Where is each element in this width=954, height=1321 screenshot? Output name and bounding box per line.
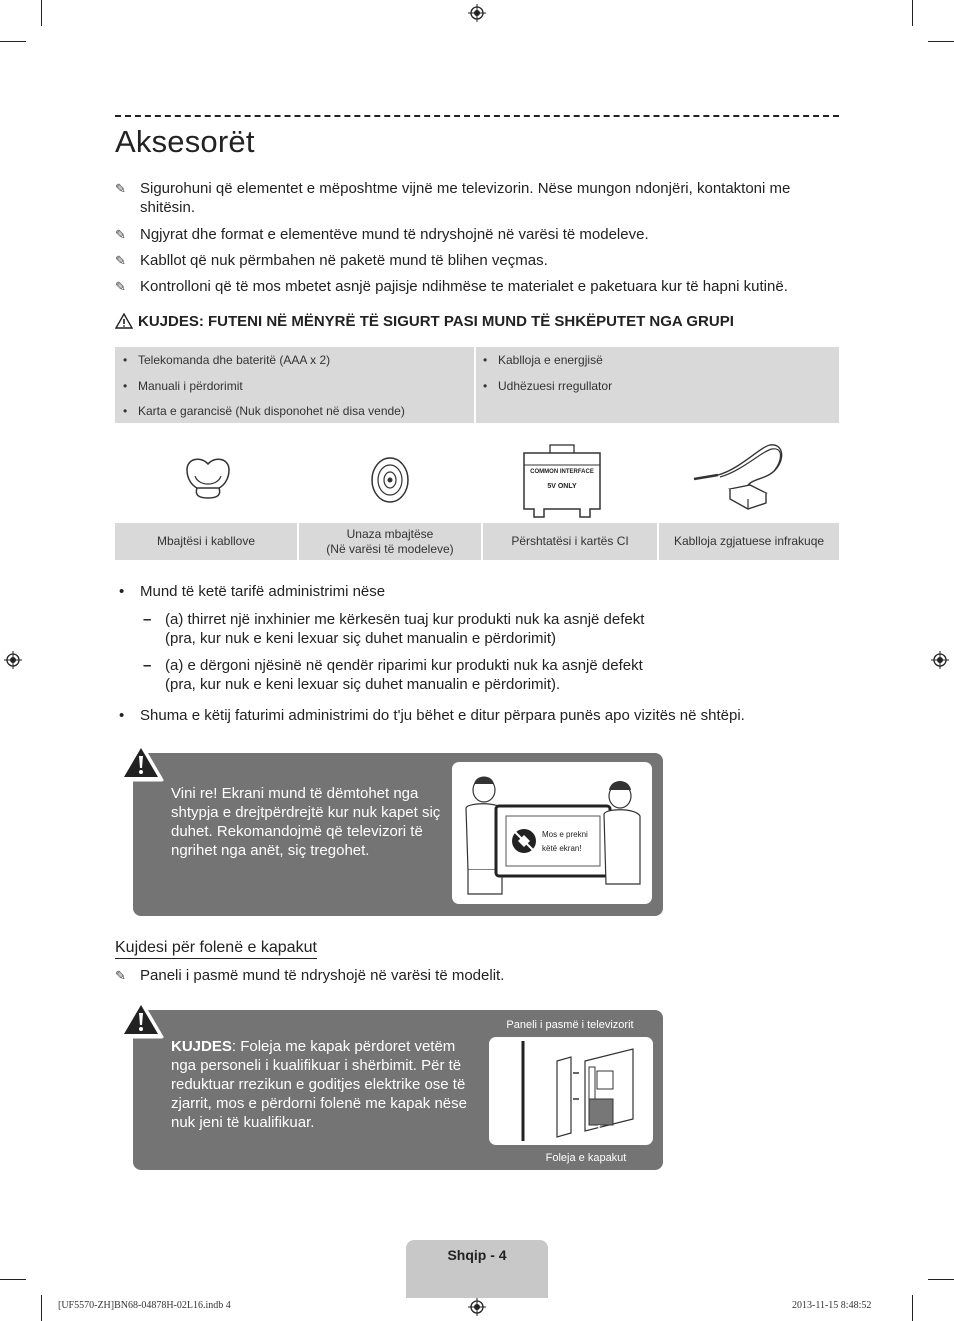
accessory-caption <box>299 523 481 560</box>
accessory-caption <box>483 523 657 560</box>
caption-text: Kablloja zgjatuese infrakuqe <box>673 534 825 548</box>
fee-case-line: (pra, kur nuk e keni lexuar siç duhet manualin e përdorimit). <box>165 676 561 693</box>
registration-mark-icon <box>468 4 486 22</box>
crop-mark <box>0 41 26 42</box>
slot-cover-label: Foleja e kapakut <box>545 1152 627 1164</box>
list-item-label: Kablloja e energjisë <box>498 353 603 367</box>
caution-heading <box>115 313 734 330</box>
accessory-caption <box>659 523 839 560</box>
fee-case-line: (a) thirret një inxhinier me kërkesën tuaj kur produkti nuk ka asnjë defekt <box>165 611 645 628</box>
holder-ring-icon <box>368 455 412 505</box>
caption-text: Mbajtësi i kabllove <box>156 534 256 548</box>
caution-heading-text: KUJDES: FUTENI NË MËNYRË TË SIGURT PASI MUND TË SHKËPUTET NGA GRUPI <box>138 313 734 330</box>
ci-label-5v-only: 5V ONLY <box>547 483 577 490</box>
page-number: Shqip - 4 <box>447 1247 507 1263</box>
pencil-note-icon: ✎ <box>115 181 126 196</box>
warning-triangle-icon <box>118 999 164 1039</box>
list-item: • <box>119 707 125 724</box>
warning-bold-label: KUJDES <box>171 1038 232 1055</box>
section-heading: Kujdesi për folenë e kapakut <box>115 939 317 959</box>
footer-timestamp: 2013-11-15 8:48:52 <box>792 1300 872 1311</box>
page-title: Aksesorët <box>115 124 255 159</box>
note-text: Ngjyrat dhe format e elementëve mund të ndryshojnë në varësi të modeleve. <box>140 226 649 243</box>
caption-text: Përshtatësi i kartës CI <box>511 534 629 548</box>
note-text: Paneli i pasmë mund të ndryshojë në varësi të modelit. <box>140 967 505 984</box>
list-item-label: Manuali i përdorimit <box>138 379 243 393</box>
ci-card-adapter-icon <box>520 443 604 519</box>
crop-mark <box>928 1279 954 1280</box>
note-text: Kontrolloni që të mos mbetet asnjë pajisje ndihmëse te materialet e paketuara kur të hapni kutinë. <box>140 278 788 295</box>
crop-mark <box>912 0 913 26</box>
list-item-label: Udhëzuesi rregullator <box>498 379 613 393</box>
screen-label-line2: këtë ekran! <box>542 844 582 853</box>
title-divider <box>115 115 839 117</box>
people-carrying-tv-icon <box>456 766 648 900</box>
cable-holder-icon <box>183 454 233 504</box>
caption-text: (Në varësi të modeleve) <box>326 541 454 556</box>
note-text: Kabllot që nuk përmbahen në paketë mund të blihen veçmas. <box>140 252 548 269</box>
warning-triangle-icon <box>118 742 164 782</box>
back-panel-label: Paneli i pasmë i televizorit <box>506 1019 634 1031</box>
list-item: • <box>119 583 125 600</box>
list-item-label: Karta e garancisë (Nuk disponohet në disa vende) <box>138 404 405 418</box>
registration-mark-icon <box>468 1298 486 1316</box>
tv-back-panel-icon <box>493 1041 649 1141</box>
warning-text <box>171 1037 471 1132</box>
crop-mark <box>928 41 954 42</box>
table-divider <box>474 347 476 423</box>
warning-triangle-icon <box>115 313 133 329</box>
note-text: Sigurohuni që elementet e mëposhtme vijnë me televizorin. Nëse mungon ndonjëri, kontaktoni me shitësin. <box>140 180 791 216</box>
footer-file-info: [UF5570-ZH]BN68-04878H-02L16.indb 4 <box>58 1300 231 1311</box>
pencil-note-icon: ✎ <box>115 227 126 242</box>
screen-label-line1: Mos e prekni <box>542 830 588 839</box>
fee-intro: Mund të ketë tarifë administrimi nëse <box>140 583 386 600</box>
list-item-label: Telekomanda dhe bateritë (AAA x 2) <box>138 353 331 367</box>
fee-case-line: (a) e dërgoni njësinë në qendër riparimi kur produkti nuk ka asnjë defekt <box>165 657 643 674</box>
warning-body: : Foleja me kapak përdoret vetëm nga personeli i kualifikuar i shërbimit. Për të reduktuar rrezikun e goditjes elektrike ose të zjarrit, mos e përdorni folenë me kapak nëse nuk jeni të kualifikuar. <box>171 1038 467 1131</box>
pencil-note-icon: ✎ <box>115 253 126 268</box>
crop-mark <box>0 1279 26 1280</box>
list-dash: – <box>143 657 152 674</box>
registration-mark-icon <box>4 651 22 669</box>
fee-note: Shuma e këtij faturimi administrimi do t'ju bëhet e ditur përpara punës apo vizitës në shtëpi. <box>140 707 745 724</box>
ir-extender-cable-icon <box>690 437 790 522</box>
accessory-caption <box>115 523 297 560</box>
crop-mark <box>912 1295 913 1321</box>
crop-mark <box>41 0 42 26</box>
crop-mark <box>41 1295 42 1321</box>
caption-text: Unaza mbajtëse <box>346 526 434 541</box>
pencil-note-icon: ✎ <box>115 968 126 983</box>
pencil-note-icon: ✎ <box>115 279 126 294</box>
fee-case-line: (pra, kur nuk e keni lexuar siç duhet manualin e përdorimit) <box>165 630 557 647</box>
list-dash: – <box>143 611 152 628</box>
warning-text: Vini re! Ekrani mund të dëmtohet nga shtypja e drejtpërdrejtë kur nuk kapet siç duhet. Rekomandojmë që televizori të ngrihet nga anët, siç tregohet. <box>171 785 441 859</box>
registration-mark-icon <box>931 651 949 669</box>
ci-label-common-interface: COMMON INTERFACE <box>530 469 594 475</box>
